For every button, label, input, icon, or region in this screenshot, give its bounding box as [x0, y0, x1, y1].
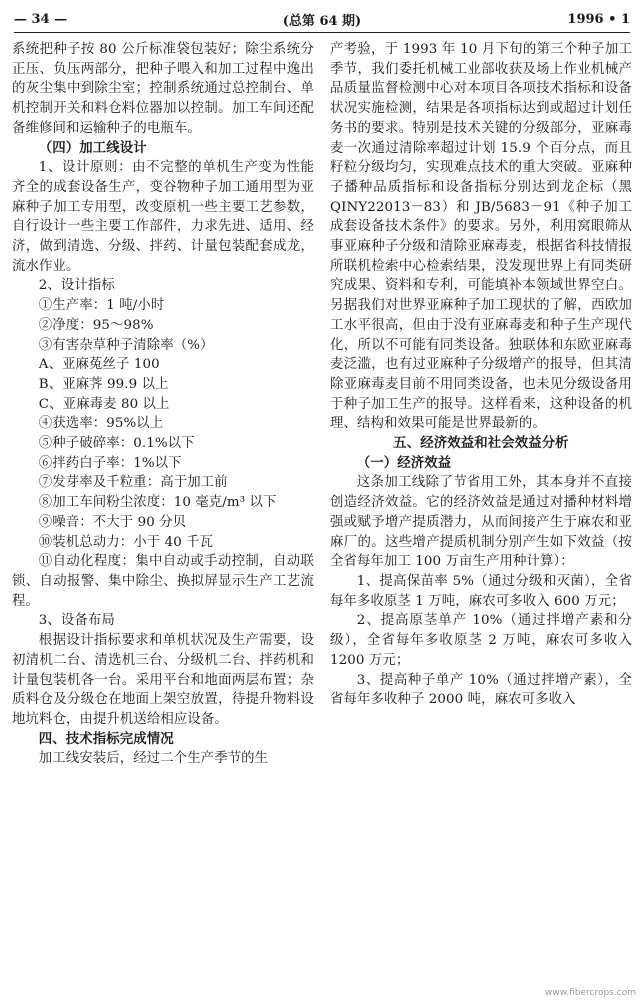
- paragraph: 3、提高种子单产 10%（通过拌增产素），全省每年多收种子 2000 吨，麻农可多收入: [330, 672, 632, 708]
- paragraph: ①生产率：1 吨/小时: [38, 298, 165, 314]
- paragraph: 3、设备布局: [38, 613, 115, 629]
- paragraph: 根据设计指标要求和单机状况及生产需要，设初清机二台、清选机三台、分级机二台、拌药机和计量包装机各一台。采用平台和地面两层布置；杂质料仓及分级仓在地面上架空放置，待提升物料设地坑料仓，由提升机送给相应设备。: [12, 633, 314, 727]
- paragraph: 2、设计指标: [38, 278, 115, 294]
- paragraph: ⑥拌药白子率：1%以下: [38, 455, 182, 471]
- section-heading: （一）经济效益: [356, 454, 452, 471]
- paragraph: 系统把种子按 80 公斤标准袋包装好；除尘系统分正压、负压两部分，把种子喂入和加工过程中逸出的灰尘集中到除尘室；控制系统通过总控制台、单机控制开关和料仓料位器加以控制。加工车间还配备维修间和运输种子的电瓶车。: [12, 42, 314, 136]
- paragraph: ⑪自动化程度：集中自动或手动控制，自动联锁、自动报警、集中除尘、换拟屏显示生产工艺流程。: [12, 554, 314, 609]
- site-watermark: www.fibercrops.com: [545, 988, 636, 998]
- paragraph: ④获选率：95%以上: [38, 416, 164, 432]
- section-heading: （四）加工线设计: [38, 139, 147, 156]
- left-column: [12, 40, 314, 769]
- section-heading: 五、经济效益和社会效益分析: [393, 435, 569, 452]
- paragraph: ⑨噪音：不大于 90 分贝: [38, 514, 187, 530]
- paragraph: ⑦发芽率及千粒重：高于加工前: [38, 475, 228, 491]
- right-column: [330, 40, 632, 710]
- page-number: — 34 —: [14, 11, 68, 27]
- paragraph: 1、提高保苗率 5%（通过分级和灭菌），全省每年多收原茎 1 万吨，麻农可多收入 600 万元；: [330, 573, 632, 609]
- section-heading: 四、技术指标完成情况: [38, 730, 174, 747]
- paragraph: ②净度：95～98%: [38, 317, 154, 333]
- paragraph: B、亚麻荠 99.9 以上: [38, 376, 169, 392]
- issue-number: (总第 64 期): [282, 13, 362, 29]
- issue-date: 1996 • 1: [567, 11, 630, 27]
- paragraph: C、亚麻毒麦 80 以上: [38, 396, 170, 412]
- paragraph: ⑩装机总动力：小于 40 千瓦: [38, 534, 214, 550]
- page-header: [14, 6, 630, 33]
- paragraph: ③有害杂草种子清除率（%）: [38, 337, 214, 353]
- paragraph: ⑤种子破碎率：0.1%以下: [38, 436, 195, 452]
- paragraph: 产考验，于 1993 年 10 月下旬的第三个种子加工季节，我们委托机械工业部收获及场上作业机械产品质量监督检测中心对本项目各项技术指标和设备状况实施检测，结果是各项指标达到或超过计划任务书的要求。特别是技术关键的分级部分，亚麻毒麦一次通过清除率超过计划 15.9 个百分点，而且籽粒分级均匀，实现难点技术的重大突破。亚麻种子播种品质指标和设备指标分别达到龙企标（黑 QINY22013－83）和 JB/5683－91《种子加工成套设备技术条件》的要求。另外，利用窝眼筛从事亚麻种子分级和清除亚麻毒麦，根据省科技情报所联机检索中心检索结果，没发现世界上有同类研究成果、资料和专利，可能填补本领域世界空白。另据我们对世界亚麻种子加工现状的了解，西欧加工水平很高，但由于没有亚麻毒麦和种子生产现代化，所以不可能有同类设备。独联体和东欧亚麻毒麦泛滥，也有过亚麻种子分级增产的报导，但其清除亚麻毒麦目前不用同类设备，也未见分级设备用于种子加工生产的报导。这样看来，这种设备的机理、结构和效果可能是世界最新的。: [330, 42, 632, 432]
- paragraph: 这条加工线除了节省用工外，其本身并不直接创造经济效益。它的经济效益是通过对播种材料增强或赋予增产提质潜力，从而间接产生于麻农和亚麻厂的。这些增产提质机制分别产生如下效益（按全省每年加工 100 万亩生产用种计算）：: [330, 475, 632, 570]
- paragraph: 2、提高原茎单产 10%（通过拌增产素和分级），全省每年多收原茎 2 万吨，麻农可多收入 1200 万元；: [330, 613, 632, 668]
- paragraph: 加工线安装后，经过二个生产季节的生: [38, 751, 269, 767]
- paragraph: ⑧加工车间粉尘浓度：10 毫克/m³ 以下: [38, 495, 277, 511]
- paragraph: 1、设计原则：由不完整的单机生产变为性能齐全的成套设备生产，变谷物种子加工通用型为亚麻种子加工专用型，改变原机一些主要工艺参数，自行设计一些主要工作部件，力求先进、适用、经济，做到清选、分级、拌药、计量包装配套成龙，流水作业。: [12, 160, 314, 274]
- paragraph: A、亚麻菟丝子 100: [38, 357, 160, 373]
